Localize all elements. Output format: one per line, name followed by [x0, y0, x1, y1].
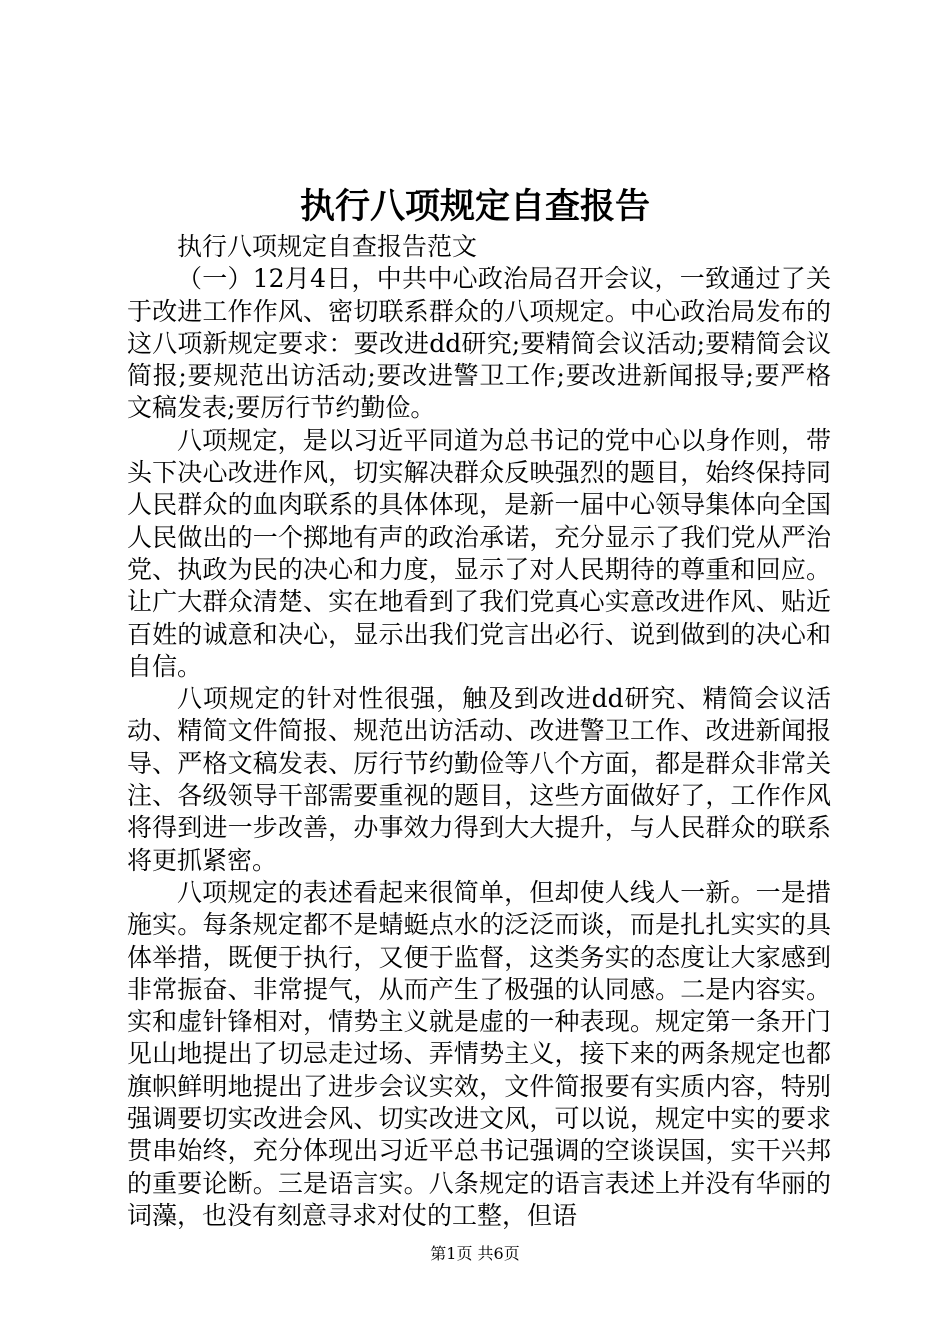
document-subtitle: 执行八项规定自查报告范文	[177, 232, 478, 261]
document-title: 执行八项规定自查报告	[299, 186, 650, 227]
page-footer: 第1页 共6页	[430, 1244, 520, 1263]
paragraph-3: 八项规定的针对性很强，触及到改进dd研究、精简会议活动、精简文件简报、规范出访活动、改进警卫工作、改进新闻报导、严格文稿发表、厉行节约勤俭等八个方面，都是群众非常关注、各级领导干部需要重视的题目，这些方面做好了，工作作风将得到进一步改善，办事效力得到大大提升，与人民群众的联系将更抓紧密。	[127, 684, 831, 875]
paragraph-1: （一）12月4日，中共中心政治局召开会议，一致通过了关于改进工作作风、密切联系群众的八项规定。中心政治局发布的这八项新规定要求：要改进dd研究;要精简会议活动;要精简会议简报;要规范出访活动;要改进警卫工作;要改进新闻报导;要严格文稿发表;要厉行节约勤俭。	[127, 264, 831, 423]
paragraph-4: 八项规定的表述看起来很简单，但却使人线人一新。一是措施实。每条规定都不是蜻蜓点水的泛泛而谈，而是扎扎实实的具体举措，既便于执行，又便于监督，这类务实的态度让大家感到非常振奋、非常提气，从而产生了极强的认同感。二是内容实。实和虚针锋相对，情势主义就是虚的一种表现。规定第一条开门见山地提出了切忌走过场、弄情势主义，接下来的两条规定也都旗帜鲜明地提出了进步会议实效，文件简报要有实质内容，特别强调要切实改进会风、切实改进文风，可以说，规定中实的要求贯串始终，充分体现出习近平总书记强调的空谈误国，实干兴邦的重要论断。三是语言实。八条规定的语言表述上并没有华丽的词藻，也没有刻意寻求对仗的工整，但语	[127, 877, 831, 1230]
document-body	[127, 231, 831, 1232]
paragraph-2: 八项规定，是以习近平同道为总书记的党中心以身作则，带头下决心改进作风，切实解决群众反映强烈的题目，始终保持同人民群众的血肉联系的具体体现，是新一届中心领导集体向全国人民做出的一个掷地有声的政治承诺，充分显示了我们党从严治党、执政为民的决心和力度，显示了对人民期待的尊重和回应。让广大群众清楚、实在地看到了我们党真心实意改进作风、贴近百姓的诚意和决心，显示出我们党言出必行、说到做到的决心和自信。	[127, 425, 831, 681]
